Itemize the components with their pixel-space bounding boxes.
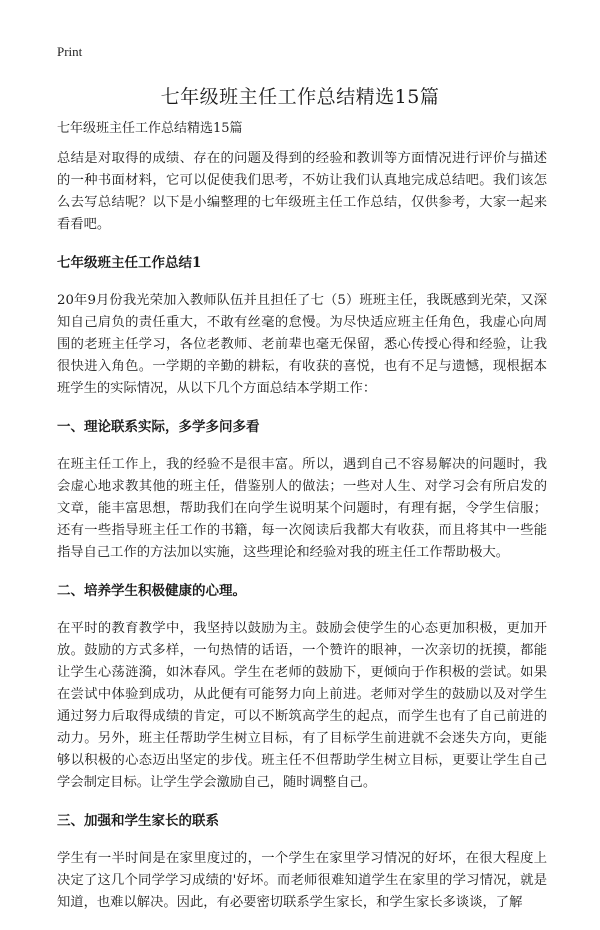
paragraph-2: 在班主任工作上，我的经验不是很丰富。所以，遇到自己不容易解决的问题时，我会虚心地求教其他的班主任，借鉴别人的做法；一些对人生、对学习会有所启发的文章，能丰富思想，帮助我们在向学生说明某个问题时，有理有据，令学生信服；还有一些指导班主任工作的书籍，每一次阅读后我都大有收获，而且将其中一些能指导自己工作的方法加以实施，这些理论和经验对我的班主任工作帮助极大。 bbox=[57, 457, 547, 560]
print-link[interactable]: Print bbox=[57, 44, 83, 59]
heading-theory-practice: 一、理论联系实际，多学多问多看 bbox=[57, 419, 260, 435]
heading-healthy-psychology: 二、培养学生积极健康的心理。 bbox=[57, 583, 246, 599]
page-title: 七年级班主任工作总结精选15篇 bbox=[160, 86, 440, 108]
paragraph-1: 20年9月份我光荣加入教师队伍并且担任了七（5）班班主任，我既感到光荣，又深知自己肩负的责任重大，不敢有丝毫的怠慢。为尽快适应班主任角色，我虚心向周围的老班主任学习，各位老教师、老前辈也毫无保留，悉心传授心得和经验，让我很快进入角色。一学期的辛勤的耕耘，有收获的喜悦，也有不足与遗憾，现根据本班学生的实际情况，从以下几个方面总结本学期工作： bbox=[57, 293, 547, 396]
paragraph-4: 学生有一半时间是在家里度过的，一个学生在家里学习情况的好坏，在很大程度上决定了这几个同学学习成绩的'好坏。而老师很难知道学生在家里的学习情况，就是知道，也难以解决。因此，有必要密切联系学生家长，和学生家长多谈谈，了解 bbox=[57, 851, 547, 910]
heading-parent-contact: 三、加强和学生家长的联系 bbox=[57, 813, 219, 829]
article-subtitle: 七年级班主任工作总结精选15篇 bbox=[57, 121, 243, 136]
article-body bbox=[57, 118, 547, 930]
section-heading: 七年级班主任工作总结1 bbox=[57, 255, 202, 271]
paragraph-3: 在平时的教育教学中，我坚持以鼓励为主。鼓励会使学生的心态更加积极，更加开放。鼓励的方式多样，一句热情的话语，一个赞许的眼神，一次亲切的抚摸，都能让学生心荡涟漪，如沐春风。学生在老师的鼓励下，更倾向于作积极的尝试。如果在尝试中体验到成功，从此便有可能努力向上前进。老师对学生的鼓励以及对学生通过努力后取得成绩的肯定，可以不断筑高学生的起点，而学生也有了自己前进的动力。另外，班主任帮助学生树立目标，有了目标学生前进就不会迷失方向，更能够以积极的心态迈出坚定的步伐。班主任不但帮助学生树立目标，更要让学生自己学会制定目标。让学生学会激励自己，随时调整自己。 bbox=[57, 621, 547, 790]
intro-paragraph: 总结是对取得的成绩、存在的问题及得到的经验和教训等方面情况进行评价与描述的一种书面材料，它可以促使我们思考，不妨让我们认真地完成总结吧。我们该怎么去写总结呢？以下是小编整理的七年级班主任工作总结，仅供参考，大家一起来看看吧。 bbox=[57, 151, 547, 232]
